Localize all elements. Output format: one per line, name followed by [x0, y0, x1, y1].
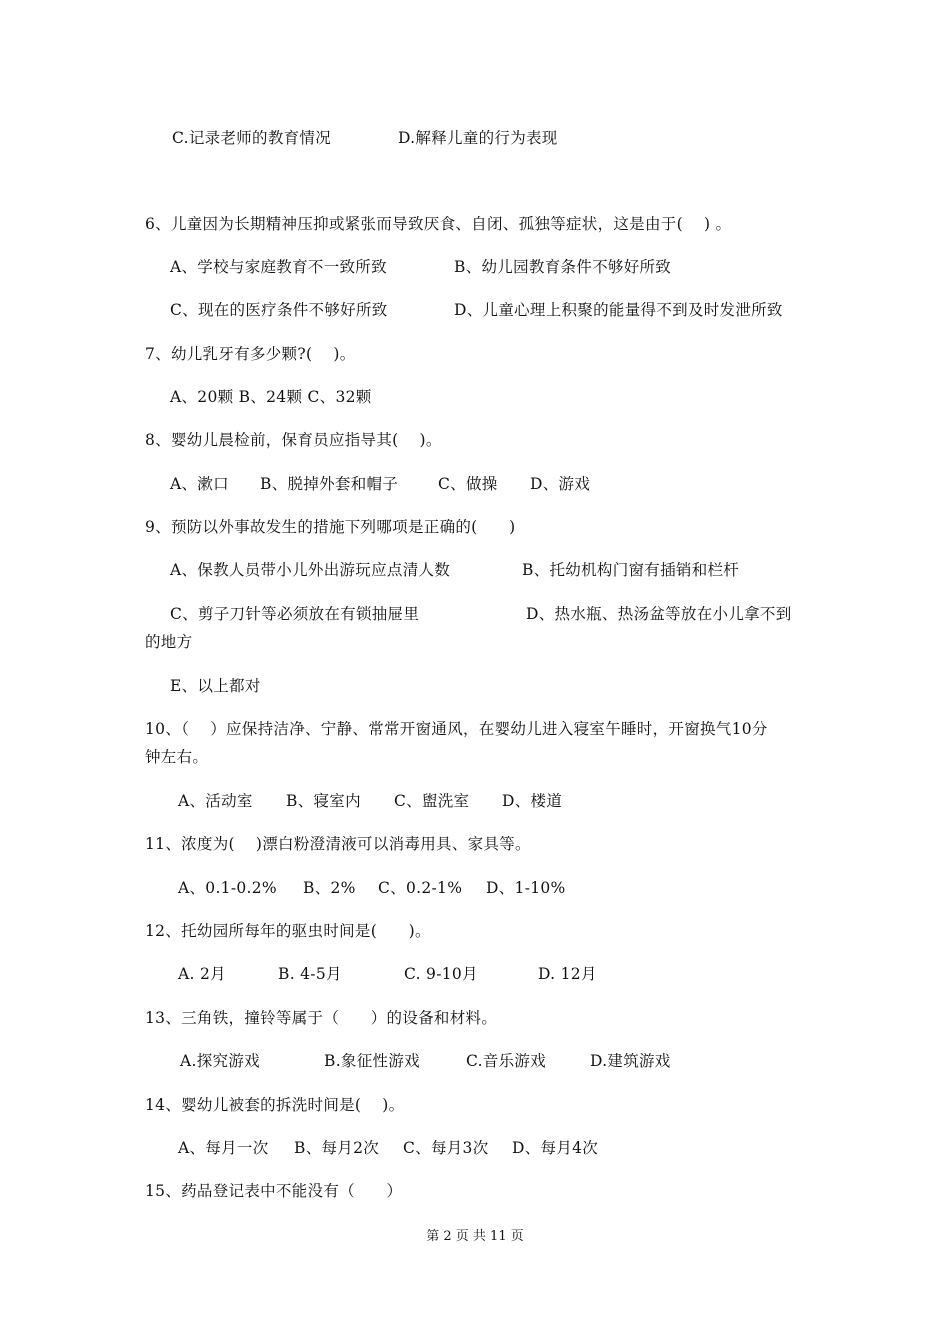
q13-option-b: B.象征性游戏 — [324, 1052, 420, 1070]
q13-option-a: A.探究游戏 — [180, 1052, 260, 1070]
q12-stem: 12、托幼园所每年的驱虫时间是( )。 — [145, 922, 431, 940]
q10-option-b: B、寝室内 — [286, 792, 361, 810]
q6-option-c: C、现在的医疗条件不够好所致 — [170, 301, 388, 319]
q11-stem: 11、浓度为( )漂白粉澄清液可以消毒用具、家具等。 — [145, 835, 531, 853]
q9-stem: 9、预防以外事故发生的措施下列哪项是正确的( ) — [145, 518, 516, 536]
q10-stem-continued: 钟左右。 — [145, 748, 209, 766]
q5-option-d: D.解释儿童的行为表现 — [398, 129, 558, 147]
q7-options: A、20颗 B、24颗 C、32颗 — [170, 388, 372, 406]
q6-option-b: B、幼儿园教育条件不够好所致 — [454, 258, 672, 276]
q8-option-b: B、脱掉外套和帽子 — [260, 475, 399, 493]
q14-option-d: D、每月4次 — [512, 1139, 599, 1157]
q12-option-a: A. 2月 — [178, 965, 226, 983]
q9-option-b: B、托幼机构门窗有插销和栏杆 — [522, 561, 740, 579]
q10-stem: 10、（ ）应保持洁净、宁静、常常开窗通风，在婴幼儿进入寝室午睡时，开窗换气10分 — [145, 720, 768, 738]
q6-stem: 6、儿童因为长期精神压抑或紧张而导致厌食、自闭、孤独等症状，这是由于( ) 。 — [145, 215, 732, 233]
q9-option-a: A、保教人员带小儿外出游玩应点清人数 — [170, 561, 451, 579]
page-number-footer: 第 2 页 共 11 页 — [426, 1229, 524, 1244]
q8-stem: 8、婴幼儿晨检前，保育员应指导其( )。 — [145, 431, 442, 449]
q7-stem: 7、幼儿乳牙有多少颗?( )。 — [145, 345, 356, 363]
q11-option-b: B、2% — [303, 879, 356, 897]
q6-option-a: A、学校与家庭教育不一致所致 — [170, 258, 387, 276]
q9-option-c: C、剪子刀针等必须放在有锁抽屉里 — [170, 605, 420, 623]
q8-option-a: A、漱口 — [170, 475, 229, 493]
q12-option-b: B. 4-5月 — [278, 965, 342, 983]
q14-option-a: A、每月一次 — [178, 1139, 269, 1157]
q10-option-d: D、楼道 — [502, 792, 563, 810]
q15-stem: 15、药品登记表中不能没有（ ） — [145, 1182, 403, 1200]
q8-option-d: D、游戏 — [530, 475, 591, 493]
q14-option-c: C、每月3次 — [403, 1139, 489, 1157]
q14-option-b: B、每月2次 — [294, 1139, 380, 1157]
q14-stem: 14、婴幼儿被套的拆洗时间是( )。 — [145, 1096, 405, 1114]
q9-option-e: E、以上都对 — [170, 677, 261, 695]
q12-option-d: D. 12月 — [538, 965, 597, 983]
q8-option-c: C、做操 — [438, 475, 498, 493]
q6-option-d: D、儿童心理上积聚的能量得不到及时发泄所致 — [454, 301, 783, 319]
q10-option-a: A、活动室 — [178, 792, 253, 810]
q11-option-a: A、0.1-0.2% — [178, 879, 277, 897]
q5-option-c: C.记录老师的教育情况 — [172, 129, 332, 147]
q9-option-d: D、热水瓶、热汤盆等放在小儿拿不到 — [526, 605, 792, 623]
q13-option-c: C.音乐游戏 — [466, 1052, 547, 1070]
q11-option-c: C、0.2-1% — [378, 879, 463, 897]
q11-option-d: D、1-10% — [486, 879, 566, 897]
q12-option-c: C. 9-10月 — [404, 965, 478, 983]
q9-option-d-continued: 的地方 — [145, 633, 193, 651]
q13-option-d: D.建筑游戏 — [590, 1052, 671, 1070]
q13-stem: 13、三角铁，撞铃等属于（ ）的设备和材料。 — [145, 1009, 498, 1027]
q10-option-c: C、盥洗室 — [394, 792, 470, 810]
